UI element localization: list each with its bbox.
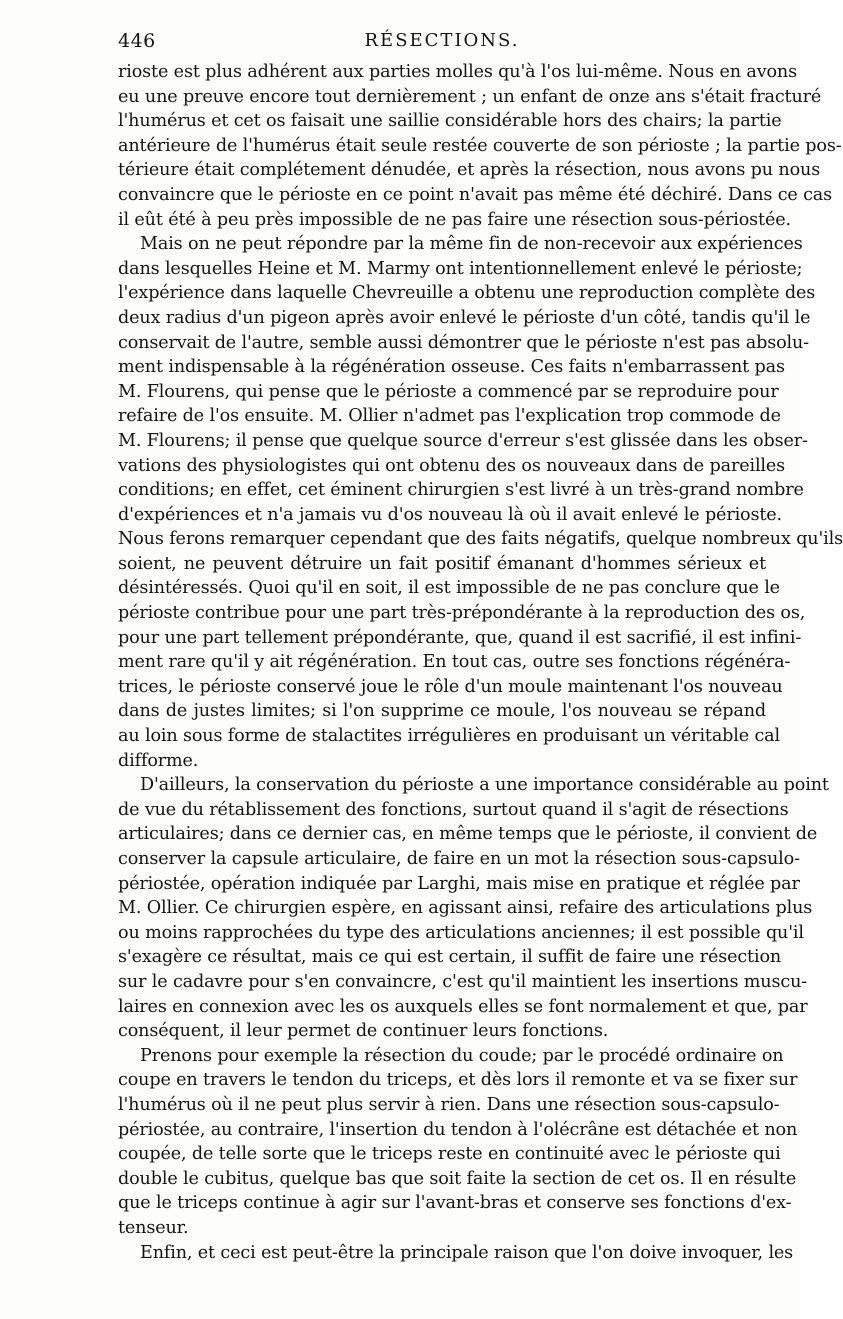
text-line: il eût été à peu près impossible de ne pas faire une résection sous-périostée. <box>118 209 791 230</box>
text-line: coupée, de telle sorte que le triceps reste en continuité avec le périoste qui <box>118 1144 781 1165</box>
text-line: Nous ferons remarquer cependant que des faits négatifs, quelque nombreux qu'ils <box>118 529 843 550</box>
text-line: Mais on ne peut répondre par la même fin de non-recevoir aux expériences <box>140 234 803 255</box>
text-line: M. Flourens; il pense que quelque source d'erreur s'est glissée dans les obser- <box>118 430 808 451</box>
text-line: au loin sous forme de stalactites irrégulières en produisant un véritable cal <box>118 726 780 747</box>
running-head <box>118 30 766 54</box>
text-line: que le triceps continue à agir sur l'avant-bras et conserve ses fonctions d'ex- <box>118 1193 792 1214</box>
text-line: pour une part tellement prépondérante, que, quand il est sacrifié, il est infini- <box>118 627 802 648</box>
body-text <box>118 60 843 1265</box>
text-line: dans de justes limites; si l'on supprime ce moule, l'os nouveau se répand <box>118 701 766 722</box>
text-line: conditions; en effet, cet éminent chirurgien s'est livré à un très-grand nombre <box>118 480 804 501</box>
text-line: Prenons pour exemple la résection du coude; par le procédé ordinaire on <box>140 1045 784 1066</box>
text-line: d'expériences et n'a jamais vu d'os nouveau là où il avait enlevé le périoste. <box>118 504 783 525</box>
text-line: désintéressés. Quoi qu'il en soit, il est impossible de ne pas conclure que le <box>118 578 780 599</box>
text-line: tenseur. <box>118 1217 189 1238</box>
text-line: M. Flourens, qui pense que le périoste a commencé par se reproduire pour <box>118 381 779 402</box>
text-line: convaincre que le périoste en ce point n'avait pas même été déchiré. Dans ce cas <box>118 184 833 205</box>
text-line: deux radius d'un pigeon après avoir enlevé le périoste d'un côté, tandis qu'il le <box>118 307 811 328</box>
text-line: périoste contribue pour une part très-prépondérante à la reproduction des os, <box>118 603 806 624</box>
text-line: trices, le périoste conservé joue le rôle d'un moule maintenant l'os nouveau <box>118 676 783 697</box>
text-line: antérieure de l'humérus était seule restée couverte de son périoste ; la partie pos- <box>118 135 842 156</box>
text-line: vations des physiologistes qui ont obtenu des os nouveaux dans de pareilles <box>118 455 786 476</box>
text-line: l'expérience dans laquelle Chevreuille a obtenu une reproduction complète des <box>118 283 816 304</box>
text-line: D'ailleurs, la conservation du périoste a une importance considérable au point <box>140 775 829 796</box>
text-line: s'exagère ce résultat, mais ce qui est certain, il suffit de faire une résection <box>118 947 782 968</box>
text-line: Enfin, et ceci est peut-être la principale raison que l'on doive invoquer, les <box>140 1242 794 1263</box>
running-title: RÉSECTIONS. <box>364 30 520 51</box>
text-line: ment rare qu'il y ait régénération. En tout cas, outre ses fonctions régénéra- <box>118 652 791 673</box>
text-line: de vue du rétablissement des fonctions, surtout quand il s'agit de résections <box>118 799 789 820</box>
text-line: refaire de l'os ensuite. M. Ollier n'admet pas l'explication trop commode de <box>118 406 781 427</box>
text-line: soient, ne peuvent détruire un fait positif émanant d'hommes sérieux et <box>118 553 766 574</box>
text-line: sur le cadavre pour s'en convaincre, c'est qu'il maintient les insertions muscu- <box>118 971 808 992</box>
text-line: périostée, opération indiquée par Larghi, mais mise en pratique et réglée par <box>118 873 800 894</box>
text-line: eu une preuve encore tout dernièrement ; un enfant de onze ans s'était fracturé <box>118 86 822 107</box>
text-line: périostée, au contraire, l'insertion du tendon à l'olécrâne est détachée et non <box>118 1119 798 1140</box>
text-line: rioste est plus adhérent aux parties molles qu'à l'os lui-même. Nous en avons <box>118 62 797 82</box>
text-line: ment indispensable à la régénération osseuse. Ces faits n'embarrassent pas <box>118 357 785 378</box>
text-line: articulaires; dans ce dernier cas, en même temps que le périoste, il convient de <box>118 824 818 845</box>
text-line: conséquent, il leur permet de continuer leurs fonctions. <box>118 1021 609 1042</box>
text-line: térieure était complétement dénudée, et après la résection, nous avons pu nous <box>118 160 821 181</box>
text-line: double le cubitus, quelque bas que soit faite la section de cet os. Il en résulte <box>118 1168 797 1189</box>
text-line: coupe en travers le tendon du triceps, et dès lors il remonte et va se fixer sur <box>118 1070 798 1091</box>
text-line: ou moins rapprochées du type des articulations anciennes; il est possible qu'il <box>118 922 804 943</box>
page-number: 446 <box>118 30 156 52</box>
text-line: dans lesquelles Heine et M. Marmy ont intentionnellement enlevé le périoste; <box>118 258 803 279</box>
text-line: l'humérus où il ne peut plus servir à rien. Dans une résection sous-capsulo- <box>118 1094 780 1115</box>
text-line: difforme. <box>118 750 199 771</box>
text-line: l'humérus et cet os faisait une saillie considérable hors des chairs; la partie <box>118 111 782 132</box>
text-line: M. Ollier. Ce chirurgien espère, en agissant ainsi, refaire des articulations plus <box>118 898 813 919</box>
text-line: laires en connexion avec les os auxquels elles se font normalement et que, par <box>118 996 808 1017</box>
text-line: conserver la capsule articulaire, de faire en un mot la résection sous-capsulo- <box>118 849 800 869</box>
text-line: conservait de l'autre, semble aussi démontrer que le périoste n'est pas absolu- <box>118 332 809 353</box>
